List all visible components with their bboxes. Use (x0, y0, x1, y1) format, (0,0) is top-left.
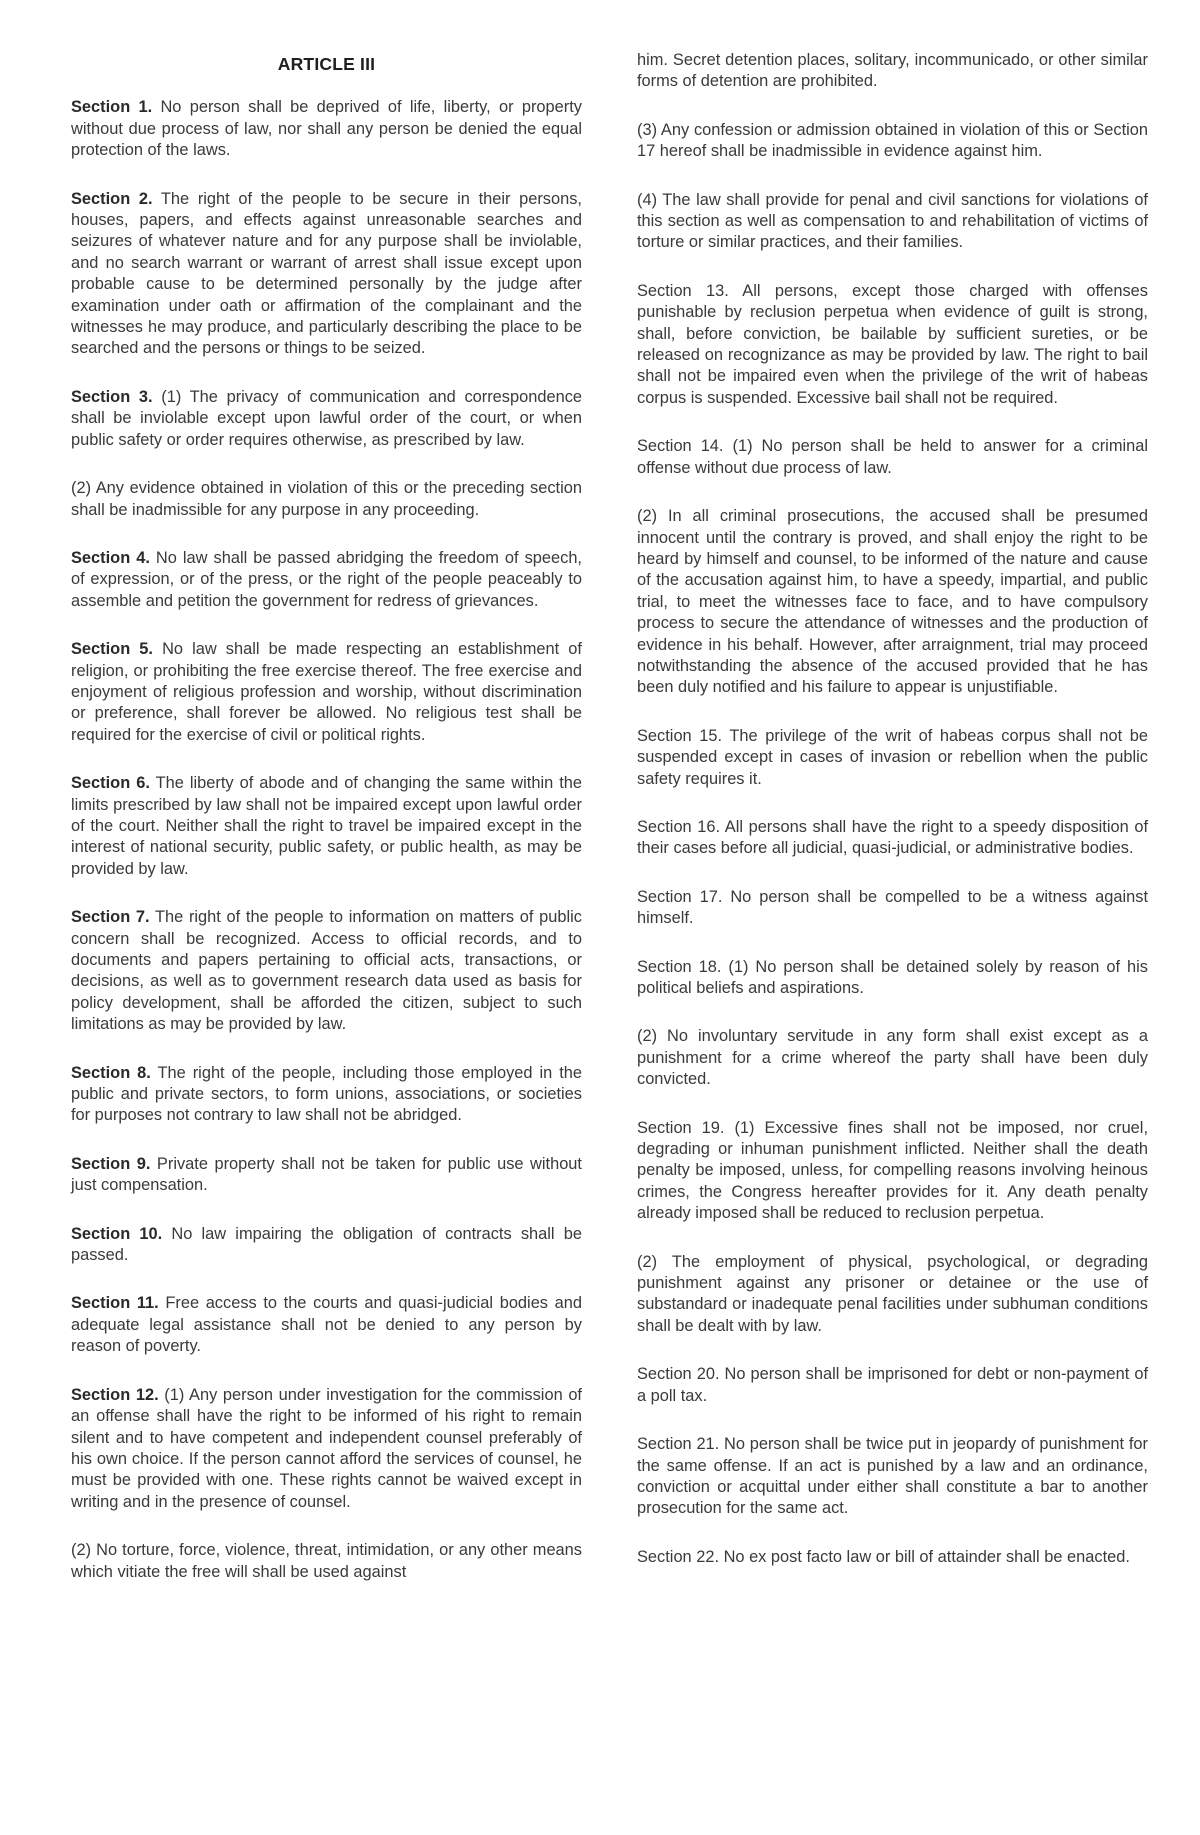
paragraph-section-12-2-cont: him. Secret detention places, solitary, incommunicado, or other similar forms of detention are prohibited. (637, 51, 1148, 91)
section-text: Private property shall not be taken for public use without just compensation. (71, 1154, 582, 1195)
paragraph-section-15: Section 15. The privilege of the writ of habeas corpus shall not be suspended except in cases of invasion or rebellion when the public safety requires it. (637, 726, 1148, 788)
page-title: ARTICLE III (277, 54, 376, 74)
paragraph-section-9 (71, 1154, 582, 1197)
right-column (637, 50, 1148, 1595)
paragraph-section-16: Section 16. All persons shall have the right to a speedy disposition of their cases before all judicial, quasi-judicial, or administrative bodies. (637, 817, 1148, 858)
paragraph-section-21: Section 21. No person shall be twice put in jeopardy of punishment for the same offense. If an act is punished by a law and an ordinance, conviction or acquittal under either shall constitute a bar to another prosecution for the same act. (637, 1435, 1148, 1518)
paragraph-section-19-2: (2) The employment of physical, psychological, or degrading punishment against any prisoner or detainee or the use of substandard or inadequate penal facilities under subhuman conditions shall be dealt with by law. (637, 1252, 1148, 1335)
section-text: (1) The privacy of communication and correspondence shall be inviolable except upon lawful order of the court, or when public safety or order requires otherwise, as prescribed by law. (71, 387, 582, 449)
paragraph-section-2 (71, 189, 582, 360)
paragraph-section-18-2: (2) No involuntary servitude in any form shall exist except as a punishment for a crime whereof the party shall have been duly convicted. (637, 1027, 1148, 1089)
paragraph-section-7 (71, 907, 582, 1035)
paragraph-section-22: Section 22. No ex post facto law or bill of attainder shall be enacted. (637, 1547, 1130, 1566)
paragraph-section-12-4: (4) The law shall provide for penal and civil sanctions for violations of this section as well as compensation to and rehabilitation of victims of torture or similar practices, and their families. (637, 190, 1148, 252)
paragraph-section-11 (71, 1293, 582, 1357)
section-label: Section 12. (71, 1385, 159, 1404)
paragraph-section-12-3: (3) Any confession or admission obtained in violation of this or Section 17 hereof shall be inadmissible in evidence against him. (637, 120, 1148, 161)
section-text: No law impairing the obligation of contracts shall be passed. (71, 1224, 582, 1265)
paragraph-section-20: Section 20. No person shall be imprisoned for debt or non-payment of a poll tax. (637, 1365, 1148, 1405)
section-text: Free access to the courts and quasi-judicial bodies and adequate legal assistance shall not be denied to any person by reason of poverty. (71, 1294, 582, 1356)
section-label: Section 11. (71, 1294, 159, 1313)
section-text: No person shall be deprived of life, liberty, or property without due process of law, nor shall any person be denied the equal protection of the laws. (71, 98, 582, 160)
section-label: Section 6. (71, 774, 150, 793)
paragraph-section-1 (71, 97, 582, 161)
section-label: Section 4. (71, 548, 150, 567)
paragraph-section-19-1: Section 19. (1) Excessive fines shall not be imposed, nor cruel, degrading or inhuman punishment inflicted. Neither shall the death penalty be imposed, unless, for compelling reasons involving heinous crimes, the Congress hereafter provides for it. Any death penalty already imposed shall be reduced to reclusion perpetua. (637, 1118, 1148, 1223)
paragraph-section-5 (71, 639, 582, 746)
section-label: Section 8. (71, 1063, 151, 1082)
paragraph-section-8 (71, 1063, 582, 1127)
section-text: No law shall be passed abridging the freedom of speech, of expression, or of the press, or the right of the people peaceably to assemble and petition the government for redress of grievances. (71, 548, 582, 610)
paragraph-section-3-2 (71, 478, 582, 521)
section-text: (1) Any person under investigation for the commission of an offense shall have the right to be informed of his right to remain silent and to have competent and independent counsel preferably of his own choice. If the person cannot afford the services of counsel, he must be provided with one. These rights cannot be waived except in writing and in the presence of counsel. (71, 1385, 582, 1511)
paragraph-section-12-2 (71, 1540, 582, 1583)
paragraph-section-6 (71, 773, 582, 880)
section-label: Section 7. (71, 908, 150, 927)
section-text: No law shall be made respecting an establishment of religion, or prohibiting the free exercise thereof. The free exercise and enjoyment of religious profession and worship, without discrimination or preference, shall forever be allowed. No religious test shall be required for the exercise of civil or political rights. (71, 640, 582, 744)
paragraph-section-14-2: (2) In all criminal prosecutions, the accused shall be presumed innocent until the contrary is proved, and shall enjoy the right to be heard by himself and counsel, to be informed of the nature and cause of the accusation against him, to have a speedy, impartial, and public trial, to meet the witnesses face to face, and to have compulsory process to secure the attendance of witnesses and the production of evidence in his behalf. However, after arraignment, trial may proceed notwithstanding the absence of the accused provided that he has been duly notified and his failure to appear is unjustifiable. (637, 507, 1148, 697)
section-text: (2) Any evidence obtained in violation of this or the preceding section shall be inadmissible for any purpose in any proceeding. (71, 479, 582, 519)
paragraph-section-3-1 (71, 387, 582, 451)
section-text: The right of the people, including those employed in the public and private sectors, to form unions, associations, or societies for purposes not contrary to law shall not be abridged. (71, 1063, 582, 1125)
section-text: (2) No torture, force, violence, threat, intimidation, or any other means which vitiate the free will shall be used against (71, 1541, 582, 1581)
section-label: Section 10. (71, 1224, 163, 1243)
paragraph-section-4 (71, 548, 582, 612)
section-text: The right of the people to be secure in their persons, houses, papers, and effects against unreasonable searches and seizures of whatever nature and for any purpose shall be inviolable, and no search warrant or warrant of arrest shall issue except upon probable cause to be determined personally by the judge after examination under oath or affirmation of the complainant and the witnesses he may produce, and particularly describing the place to be searched and the persons or things to be seized. (71, 189, 582, 358)
section-label: Section 5. (71, 640, 153, 659)
section-text: The right of the people to information on matters of public concern shall be recognized. Access to official records, and to documents and papers pertaining to official acts, transactions, or decisions, as well as to government research data used as basis for policy development, shall be afforded the citizen, subject to such limitations as may be provided by law. (71, 908, 582, 1034)
paragraph-section-14-1: Section 14. (1) No person shall be held to answer for a criminal offense without due process of law. (637, 437, 1148, 477)
section-label: Section 2. (71, 189, 153, 208)
section-label: Section 3. (71, 387, 153, 406)
paragraph-section-10 (71, 1224, 582, 1267)
section-text: The liberty of abode and of changing the same within the limits prescribed by law shall not be impaired except upon lawful order of the court. Neither shall the right to travel be impaired except in the interest of national security, public safety, or public health, as may be provided by law. (71, 774, 582, 878)
left-column (71, 50, 582, 1610)
paragraph-section-17: Section 17. No person shall be compelled to be a witness against himself. (637, 887, 1148, 928)
section-label: Section 9. (71, 1154, 151, 1173)
section-label: Section 1. (71, 98, 153, 117)
paragraph-section-13: Section 13. All persons, except those charged with offenses punishable by reclusion perpetua when evidence of guilt is strong, shall, before conviction, be bailable by sufficient sureties, or be released on recognizance as may be provided by law. The right to bail shall not be impaired even when the privilege of the writ of habeas corpus is suspended. Excessive bail shall not be required. (637, 281, 1148, 407)
paragraph-section-12-1 (71, 1385, 582, 1513)
paragraph-section-18-1: Section 18. (1) No person shall be detained solely by reason of his political beliefs and aspirations. (637, 957, 1148, 997)
